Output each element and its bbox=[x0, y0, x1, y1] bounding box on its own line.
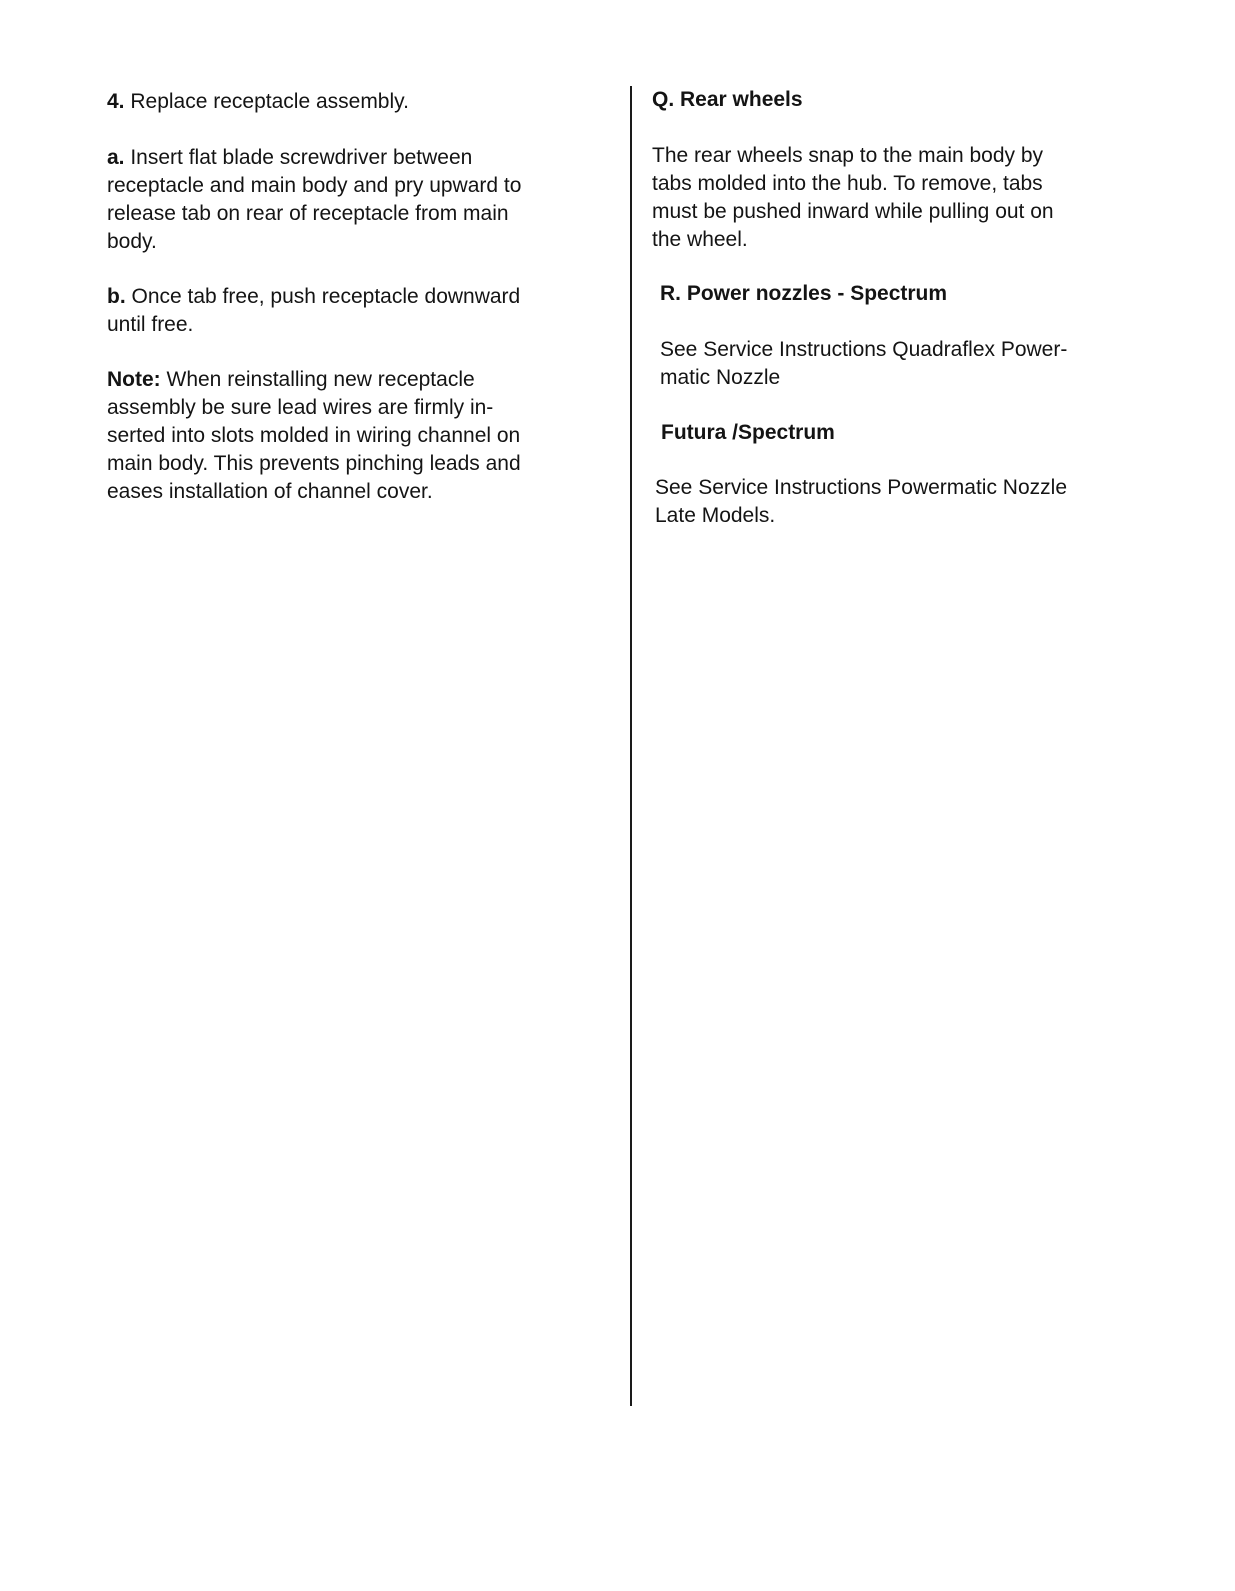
note-label: Note: bbox=[107, 368, 161, 391]
step-b-line: until free. bbox=[107, 313, 194, 336]
step-a-line: release tab on rear of receptacle from main bbox=[107, 202, 509, 225]
section-futura-line: Late Models. bbox=[655, 504, 776, 527]
section-q-body bbox=[652, 142, 1054, 254]
section-q-heading: Q. Rear wheels bbox=[652, 88, 803, 111]
section-r-heading: R. Power nozzles - Spectrum bbox=[660, 282, 948, 305]
step-b-line: Once tab free, push receptacle downward bbox=[125, 285, 521, 308]
section-futura-line: See Service Instructions Powermatic Nozzle bbox=[655, 476, 1067, 499]
step-4 bbox=[107, 88, 409, 116]
section-r-line: See Service Instructions Quadraflex Power- bbox=[660, 338, 1068, 361]
note bbox=[107, 366, 521, 506]
step-b bbox=[107, 283, 520, 339]
note-line: main body. This prevents pinching leads and bbox=[107, 452, 521, 475]
column-divider bbox=[630, 86, 632, 1406]
note-line: assembly be sure lead wires are firmly in- bbox=[107, 396, 494, 419]
step-4-text: Replace receptacle assembly. bbox=[124, 90, 409, 113]
note-line: When reinstalling new receptacle bbox=[160, 368, 475, 391]
note-line: serted into slots molded in wiring channel on bbox=[107, 424, 521, 447]
section-q-line: the wheel. bbox=[652, 228, 748, 251]
step-b-label: b. bbox=[107, 285, 126, 308]
section-r-line: matic Nozzle bbox=[660, 366, 781, 389]
step-a-line: Insert flat blade screwdriver between bbox=[124, 146, 473, 169]
step-a-line: body. bbox=[107, 230, 157, 253]
step-a bbox=[107, 144, 521, 256]
section-futura-body bbox=[655, 474, 1067, 530]
step-a-line: receptacle and main body and pry upward to bbox=[107, 174, 522, 197]
note-line: eases installation of channel cover. bbox=[107, 480, 433, 503]
section-q-line: tabs molded into the hub. To remove, tabs bbox=[652, 172, 1043, 195]
section-q-line: must be pushed inward while pulling out on bbox=[652, 200, 1054, 223]
section-q-line: The rear wheels snap to the main body by bbox=[652, 144, 1044, 167]
step-a-label: a. bbox=[107, 146, 125, 169]
step-4-number: 4. bbox=[107, 90, 125, 113]
section-r-body bbox=[660, 336, 1067, 392]
section-futura-heading: Futura /Spectrum bbox=[661, 421, 835, 444]
